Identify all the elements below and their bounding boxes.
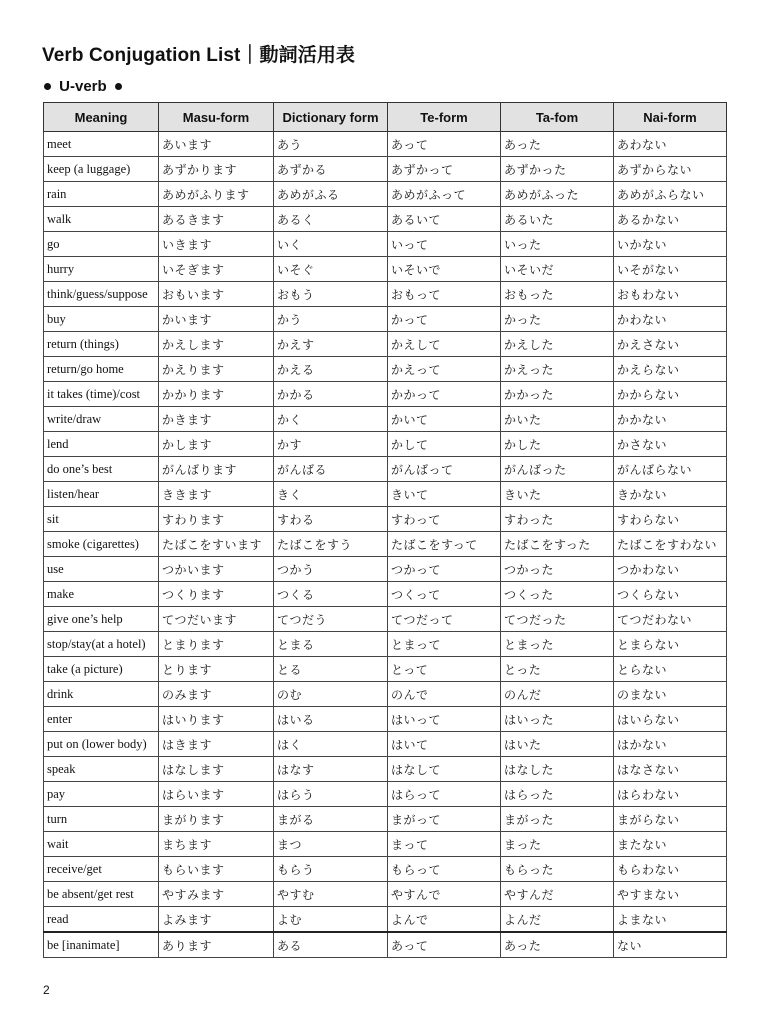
dictionary-form-cell: たばこをすう [274, 532, 388, 557]
masu-form-cell: かえします [159, 332, 274, 357]
table-row [44, 157, 727, 182]
nai-form-cell: かえさない [614, 332, 727, 357]
masu-form-cell: あるきます [159, 207, 274, 232]
nai-form-cell: かえらない [614, 357, 727, 382]
te-form-cell: かして [388, 432, 501, 457]
page-number: 2 [43, 983, 50, 997]
masu-form-cell: まちます [159, 832, 274, 857]
section-label: U-verb [59, 78, 107, 95]
nai-form-cell: もらわない [614, 857, 727, 882]
te-form-cell: はいて [388, 732, 501, 757]
te-form-cell: すわって [388, 507, 501, 532]
te-form-cell: つかって [388, 557, 501, 582]
meaning-cell: speak [44, 757, 159, 782]
dictionary-form-cell: かえる [274, 357, 388, 382]
te-form-cell: かいて [388, 407, 501, 432]
section-heading [44, 78, 122, 95]
meaning-cell: do one’s best [44, 457, 159, 482]
te-form-cell: とまって [388, 632, 501, 657]
nai-form-cell: てつだわない [614, 607, 727, 632]
masu-form-cell: もらいます [159, 857, 274, 882]
nai-form-cell: かわない [614, 307, 727, 332]
dictionary-form-cell: あずかる [274, 157, 388, 182]
meaning-cell: smoke (cigarettes) [44, 532, 159, 557]
te-form-cell: あって [388, 932, 501, 958]
dictionary-form-cell: きく [274, 482, 388, 507]
dictionary-form-cell: おもう [274, 282, 388, 307]
ta-form-cell: あずかった [501, 157, 614, 182]
masu-form-cell: はらいます [159, 782, 274, 807]
masu-form-cell: あめがふります [159, 182, 274, 207]
dictionary-form-cell: かす [274, 432, 388, 457]
dictionary-form-cell: とまる [274, 632, 388, 657]
dictionary-form-cell: いそぐ [274, 257, 388, 282]
masu-form-cell: あります [159, 932, 274, 958]
nai-form-cell: まがらない [614, 807, 727, 832]
meaning-cell: think/guess/suppose [44, 282, 159, 307]
masu-form-cell: やすみます [159, 882, 274, 907]
masu-form-cell: たばこをすいます [159, 532, 274, 557]
dictionary-form-cell: まつ [274, 832, 388, 857]
nai-form-cell: とらない [614, 657, 727, 682]
meaning-cell: meet [44, 132, 159, 157]
te-form-cell: いって [388, 232, 501, 257]
meaning-cell: listen/hear [44, 482, 159, 507]
table-row [44, 732, 727, 757]
table-row [44, 632, 727, 657]
nai-form-cell: よまない [614, 907, 727, 933]
table-body [44, 132, 727, 958]
table-row [44, 607, 727, 632]
masu-form-cell: おもいます [159, 282, 274, 307]
ta-form-cell: がんばった [501, 457, 614, 482]
nai-form-cell: いかない [614, 232, 727, 257]
ta-form-cell: はいた [501, 732, 614, 757]
meaning-cell: pay [44, 782, 159, 807]
meaning-cell: put on (lower body) [44, 732, 159, 757]
masu-form-cell: とります [159, 657, 274, 682]
ta-form-cell: のんだ [501, 682, 614, 707]
te-form-cell: とって [388, 657, 501, 682]
ta-form-cell: あめがふった [501, 182, 614, 207]
table-row [44, 507, 727, 532]
te-form-cell: あめがふって [388, 182, 501, 207]
te-form-cell: あって [388, 132, 501, 157]
masu-form-cell: いそぎます [159, 257, 274, 282]
column-header-dictionary-form: Dictionary form [274, 103, 388, 132]
dictionary-form-cell: てつだう [274, 607, 388, 632]
nai-form-cell: はなさない [614, 757, 727, 782]
ta-form-cell: かえした [501, 332, 614, 357]
masu-form-cell: かえります [159, 357, 274, 382]
masu-form-cell: あずかります [159, 157, 274, 182]
table-row [44, 807, 727, 832]
masu-form-cell: はきます [159, 732, 274, 757]
te-form-cell: はらって [388, 782, 501, 807]
nai-form-cell: やすまない [614, 882, 727, 907]
table-row [44, 482, 727, 507]
nai-form-cell: あわない [614, 132, 727, 157]
table-row [44, 332, 727, 357]
masu-form-cell: いきます [159, 232, 274, 257]
table-row [44, 657, 727, 682]
nai-form-cell: おもわない [614, 282, 727, 307]
dictionary-form-cell: あう [274, 132, 388, 157]
table-row [44, 582, 727, 607]
dictionary-form-cell: のむ [274, 682, 388, 707]
table-row [44, 557, 727, 582]
te-form-cell: かって [388, 307, 501, 332]
nai-form-cell: いそがない [614, 257, 727, 282]
ta-form-cell: はいった [501, 707, 614, 732]
table-row [44, 357, 727, 382]
table-row [44, 257, 727, 282]
nai-form-cell: かさない [614, 432, 727, 457]
masu-form-cell: のみます [159, 682, 274, 707]
nai-form-cell: がんばらない [614, 457, 727, 482]
ta-form-cell: いそいだ [501, 257, 614, 282]
dictionary-form-cell: あるく [274, 207, 388, 232]
table-row [44, 907, 727, 933]
nai-form-cell: またない [614, 832, 727, 857]
ta-form-cell: かかった [501, 382, 614, 407]
ta-form-cell: かった [501, 307, 614, 332]
masu-form-cell: かきます [159, 407, 274, 432]
dictionary-form-cell: はく [274, 732, 388, 757]
ta-form-cell: かした [501, 432, 614, 457]
masu-form-cell: はいります [159, 707, 274, 732]
dictionary-form-cell: やすむ [274, 882, 388, 907]
masu-form-cell: とまります [159, 632, 274, 657]
dictionary-form-cell: かう [274, 307, 388, 332]
masu-form-cell: かかります [159, 382, 274, 407]
meaning-cell: it takes (time)/cost [44, 382, 159, 407]
meaning-cell: go [44, 232, 159, 257]
te-form-cell: あるいて [388, 207, 501, 232]
dictionary-form-cell: かえす [274, 332, 388, 357]
te-form-cell: がんばって [388, 457, 501, 482]
table-row [44, 882, 727, 907]
masu-form-cell: あいます [159, 132, 274, 157]
nai-form-cell: つかわない [614, 557, 727, 582]
meaning-cell: make [44, 582, 159, 607]
te-form-cell: いそいで [388, 257, 501, 282]
ta-form-cell: すわった [501, 507, 614, 532]
meaning-cell: write/draw [44, 407, 159, 432]
te-form-cell: まがって [388, 807, 501, 832]
meaning-cell: give one’s help [44, 607, 159, 632]
ta-form-cell: やすんだ [501, 882, 614, 907]
table-row [44, 457, 727, 482]
masu-form-cell: ききます [159, 482, 274, 507]
column-header-te-form: Te-form [388, 103, 501, 132]
page-title: Verb Conjugation List｜動詞活用表 [42, 45, 356, 66]
te-form-cell: きいて [388, 482, 501, 507]
te-form-cell: まって [388, 832, 501, 857]
table-row [44, 282, 727, 307]
ta-form-cell: たばこをすった [501, 532, 614, 557]
ta-form-cell: つくった [501, 582, 614, 607]
dictionary-form-cell: ある [274, 932, 388, 958]
te-form-cell: かえして [388, 332, 501, 357]
meaning-cell: be absent/get rest [44, 882, 159, 907]
masu-form-cell: はなします [159, 757, 274, 782]
table-row [44, 707, 727, 732]
meaning-cell: stop/stay(at a hotel) [44, 632, 159, 657]
ta-form-cell: はなした [501, 757, 614, 782]
table-row [44, 207, 727, 232]
dictionary-form-cell: つくる [274, 582, 388, 607]
meaning-cell: rain [44, 182, 159, 207]
column-header-meaning: Meaning [44, 103, 159, 132]
ta-form-cell: とった [501, 657, 614, 682]
table-row [44, 532, 727, 557]
masu-form-cell: よみます [159, 907, 274, 933]
column-header-nai-form: Nai-form [614, 103, 727, 132]
column-header-masu-form: Masu-form [159, 103, 274, 132]
masu-form-cell: つかいます [159, 557, 274, 582]
te-form-cell: はいって [388, 707, 501, 732]
ta-form-cell: きいた [501, 482, 614, 507]
table-row [44, 782, 727, 807]
nai-form-cell: きかない [614, 482, 727, 507]
dictionary-form-cell: はらう [274, 782, 388, 807]
meaning-cell: be [inanimate] [44, 932, 159, 958]
ta-form-cell: もらった [501, 857, 614, 882]
meaning-cell: hurry [44, 257, 159, 282]
meaning-cell: use [44, 557, 159, 582]
table-row [44, 432, 727, 457]
masu-form-cell: かいます [159, 307, 274, 332]
table-row [44, 182, 727, 207]
meaning-cell: buy [44, 307, 159, 332]
masu-form-cell: まがります [159, 807, 274, 832]
nai-form-cell: すわらない [614, 507, 727, 532]
ta-form-cell: かえった [501, 357, 614, 382]
ta-form-cell: つかった [501, 557, 614, 582]
dictionary-form-cell: すわる [274, 507, 388, 532]
masu-form-cell: すわります [159, 507, 274, 532]
te-form-cell: おもって [388, 282, 501, 307]
dictionary-form-cell: まがる [274, 807, 388, 832]
te-form-cell: よんで [388, 907, 501, 933]
dictionary-form-cell: つかう [274, 557, 388, 582]
dictionary-form-cell: がんばる [274, 457, 388, 482]
nai-form-cell: はかない [614, 732, 727, 757]
table-row [44, 307, 727, 332]
meaning-cell: return (things) [44, 332, 159, 357]
nai-form-cell: かからない [614, 382, 727, 407]
te-form-cell: はなして [388, 757, 501, 782]
te-form-cell: てつだって [388, 607, 501, 632]
ta-form-cell: とまった [501, 632, 614, 657]
te-form-cell: かかって [388, 382, 501, 407]
ta-form-cell: てつだった [501, 607, 614, 632]
te-form-cell: たばこをすって [388, 532, 501, 557]
ta-form-cell: まった [501, 832, 614, 857]
table-row [44, 132, 727, 157]
ta-form-cell: おもった [501, 282, 614, 307]
te-form-cell: のんで [388, 682, 501, 707]
ta-form-cell: いった [501, 232, 614, 257]
nai-form-cell: あるかない [614, 207, 727, 232]
ta-form-cell: あった [501, 132, 614, 157]
meaning-cell: read [44, 907, 159, 933]
ta-form-cell: かいた [501, 407, 614, 432]
meaning-cell: drink [44, 682, 159, 707]
dictionary-form-cell: よむ [274, 907, 388, 933]
table-row [44, 857, 727, 882]
table-row [44, 682, 727, 707]
ta-form-cell: よんだ [501, 907, 614, 933]
dictionary-form-cell: いく [274, 232, 388, 257]
te-form-cell: つくって [388, 582, 501, 607]
nai-form-cell: とまらない [614, 632, 727, 657]
table-header-row [44, 103, 727, 132]
verb-table [43, 102, 727, 958]
nai-form-cell: ない [614, 932, 727, 958]
dictionary-form-cell: かかる [274, 382, 388, 407]
bullet-icon [115, 83, 122, 90]
table-row [44, 407, 727, 432]
meaning-cell: return/go home [44, 357, 159, 382]
table-row [44, 382, 727, 407]
nai-form-cell: かかない [614, 407, 727, 432]
te-form-cell: あずかって [388, 157, 501, 182]
meaning-cell: sit [44, 507, 159, 532]
ta-form-cell: あった [501, 932, 614, 958]
dictionary-form-cell: はいる [274, 707, 388, 732]
nai-form-cell: はらわない [614, 782, 727, 807]
ta-form-cell: まがった [501, 807, 614, 832]
meaning-cell: take (a picture) [44, 657, 159, 682]
meaning-cell: wait [44, 832, 159, 857]
bullet-icon [44, 83, 51, 90]
masu-form-cell: かします [159, 432, 274, 457]
masu-form-cell: つくります [159, 582, 274, 607]
table-row [44, 757, 727, 782]
nai-form-cell: あめがふらない [614, 182, 727, 207]
nai-form-cell: あずからない [614, 157, 727, 182]
nai-form-cell: のまない [614, 682, 727, 707]
te-form-cell: もらって [388, 857, 501, 882]
meaning-cell: turn [44, 807, 159, 832]
nai-form-cell: たばこをすわない [614, 532, 727, 557]
dictionary-form-cell: とる [274, 657, 388, 682]
meaning-cell: receive/get [44, 857, 159, 882]
masu-form-cell: がんばります [159, 457, 274, 482]
meaning-cell: keep (a luggage) [44, 157, 159, 182]
dictionary-form-cell: もらう [274, 857, 388, 882]
te-form-cell: やすんで [388, 882, 501, 907]
table-row [44, 932, 727, 958]
dictionary-form-cell: かく [274, 407, 388, 432]
meaning-cell: enter [44, 707, 159, 732]
ta-form-cell: はらった [501, 782, 614, 807]
nai-form-cell: はいらない [614, 707, 727, 732]
table-row [44, 232, 727, 257]
meaning-cell: lend [44, 432, 159, 457]
dictionary-form-cell: はなす [274, 757, 388, 782]
nai-form-cell: つくらない [614, 582, 727, 607]
ta-form-cell: あるいた [501, 207, 614, 232]
dictionary-form-cell: あめがふる [274, 182, 388, 207]
column-header-ta-form: Ta-fom [501, 103, 614, 132]
masu-form-cell: てつだいます [159, 607, 274, 632]
te-form-cell: かえって [388, 357, 501, 382]
table-row [44, 832, 727, 857]
meaning-cell: walk [44, 207, 159, 232]
